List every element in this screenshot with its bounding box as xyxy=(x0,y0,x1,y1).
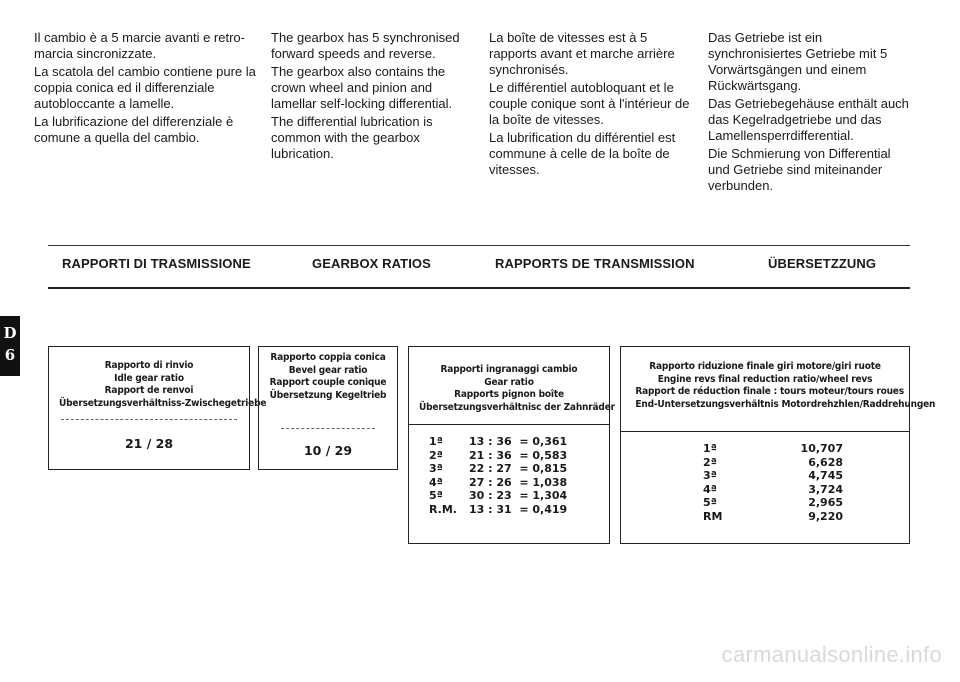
box-heading xyxy=(59,360,267,410)
box-heading-line: Engine revs final reduction ratio/wheel revs xyxy=(657,373,873,385)
final-ratio: 6,628 xyxy=(808,455,843,469)
gear-label: 3ª xyxy=(429,462,443,475)
box-heading-line: End-Untersetzungsverhältnis Motordrehzhlen/Raddrehungen xyxy=(635,398,936,410)
gear-ratio: 27 : 26 = 1,038 xyxy=(469,475,568,489)
intro-column-french xyxy=(489,30,693,180)
final-ratio: 9,220 xyxy=(808,509,843,523)
intro-paragraph: La lubrification du différentiel est commune à celle de la boîte de vitesses. xyxy=(489,130,676,177)
gear-label: 2ª xyxy=(703,455,717,469)
intro-paragraph: The gearbox also contains the crown wheel and pinion and lamellar self-locking differential. xyxy=(271,64,453,111)
gear-label: 5ª xyxy=(703,496,717,509)
final-ratio: 4,745 xyxy=(808,469,843,482)
gear-label: 1ª xyxy=(703,442,717,455)
final-ratio-table xyxy=(703,442,909,523)
table-row xyxy=(429,449,609,463)
box-heading-line: Übersetzungsverhältnisc der Zahnräder xyxy=(419,401,615,413)
table-row xyxy=(703,442,909,456)
table-row xyxy=(429,503,609,517)
table-row xyxy=(703,483,909,497)
box-heading-line: Gear ratio xyxy=(484,376,534,388)
section-tab-number: 6 xyxy=(4,346,16,364)
table-row xyxy=(703,469,909,483)
gear-label: 4ª xyxy=(429,475,443,489)
intro-column-english xyxy=(271,30,475,164)
intro-column-italian xyxy=(34,30,256,148)
table-row xyxy=(429,476,609,490)
box-divider xyxy=(621,431,909,432)
box-heading-line: Rapporti ingranaggi cambio xyxy=(440,364,578,375)
heading-french: RAPPORTS DE TRANSMISSION xyxy=(495,256,695,271)
intro-paragraph: Das Getriebegehäuse enthält auch das Kegelradgetriebe und das Lamellensperrdifferential. xyxy=(708,96,909,143)
gear-label: 3ª xyxy=(703,469,717,482)
table-row xyxy=(429,435,609,449)
gear-ratio: 13 : 36 = 0,361 xyxy=(469,435,568,448)
box-divider xyxy=(409,424,609,425)
box-heading-line: Rapporto di rinvio xyxy=(104,360,194,371)
gear-label: R.M. xyxy=(429,502,457,516)
gear-label: 4ª xyxy=(703,482,717,496)
intro-paragraph: La lubrificazione del differenziale è comune a quella del cambio. xyxy=(34,114,234,145)
intro-paragraph: La boîte de vitesses est à 5 rapports avant et marche arrière synchronisés. xyxy=(489,30,675,77)
box-heading-line: Rapports pignon boîte xyxy=(454,389,564,400)
gear-label: 5ª xyxy=(429,489,443,502)
table-row xyxy=(429,489,609,503)
section-tab-letter: D xyxy=(3,324,17,342)
intro-paragraph: The gearbox has 5 synchronised forward speeds and reverse. xyxy=(271,30,460,61)
heading-english: GEARBOX RATIOS xyxy=(312,256,431,271)
box-heading-line: Rapporto coppia conica xyxy=(270,352,386,363)
intro-paragraph: Die Schmierung von Differential und Getriebe sind miteinander verbunden. xyxy=(708,146,891,193)
table-row xyxy=(703,510,909,524)
box-heading-line: Rapport couple conique xyxy=(269,377,387,388)
box-heading-line: Rapport de réduction finale : tours moteur/tours roues xyxy=(635,386,904,397)
watermark: carmanualsonline.info xyxy=(721,642,942,667)
section-divider-bottom xyxy=(48,287,910,289)
gearbox-ratios-box xyxy=(408,346,615,544)
gear-label: 1ª xyxy=(429,435,443,448)
box-divider xyxy=(281,428,375,429)
idle-gear-ratio-value: 21 / 28 xyxy=(124,436,174,451)
gear-ratio: 21 : 36 = 0,583 xyxy=(469,448,568,462)
heading-german: ÜBERSETZZUNG xyxy=(768,256,877,271)
section-divider-top xyxy=(48,245,910,246)
box-divider xyxy=(61,419,237,420)
table-row xyxy=(703,456,909,470)
intro-paragraph: Le différentiel autobloquant et le couple conique sont à l'intérieur de la boîte de vitesses. xyxy=(489,80,690,127)
final-reduction-box xyxy=(620,346,936,544)
final-ratio: 3,724 xyxy=(808,482,843,496)
bevel-gear-ratio-value: 10 / 29 xyxy=(303,443,353,458)
heading-italian: RAPPORTI DI TRASMISSIONE xyxy=(62,256,251,271)
box-heading xyxy=(419,364,615,424)
box-heading xyxy=(635,361,936,431)
gear-label: 2ª xyxy=(429,448,443,462)
gear-ratio: 13 : 31 = 0,419 xyxy=(469,502,568,516)
box-heading-line: Bevel gear ratio xyxy=(288,364,368,376)
gear-ratio-table xyxy=(429,435,609,516)
gear-ratio: 30 : 23 = 1,304 xyxy=(469,489,568,502)
intro-paragraph: The differential lubrication is common with the gearbox lubrication. xyxy=(271,114,433,161)
box-heading-line: Rapporto riduzione finale giri motore/giri ruote xyxy=(649,361,881,372)
box-heading-line: Idle gear ratio xyxy=(114,372,184,384)
gear-label: RM xyxy=(703,509,723,523)
intro-paragraph: Il cambio è a 5 marcie avanti e retro-marcia sincronizzate. xyxy=(34,30,245,61)
intro-column-german xyxy=(708,30,912,196)
box-heading-line: Rapport de renvoi xyxy=(104,385,194,396)
idle-gear-ratio-box xyxy=(48,346,267,470)
intro-paragraph: La scatola del cambio contiene pure la coppia conica ed il differenziale autobloccante a lamelle. xyxy=(34,64,256,111)
box-heading xyxy=(266,352,390,402)
box-heading-line: Übersetzung Kegeltrieb xyxy=(269,389,387,401)
table-row xyxy=(703,496,909,510)
table-row xyxy=(429,462,609,476)
box-heading-line: Übersetzungsverhältniss-Zwischegetriebe xyxy=(59,397,267,409)
final-ratio: 2,965 xyxy=(808,496,843,509)
final-ratio: 10,707 xyxy=(800,442,843,455)
gear-ratio: 22 : 27 = 0,815 xyxy=(469,462,568,475)
section-tab xyxy=(0,316,20,376)
bevel-gear-ratio-box xyxy=(258,346,398,470)
intro-paragraph: Das Getriebe ist ein synchronisiertes Getriebe mit 5 Vorwärtsgängen und einem Rückwärtsgang. xyxy=(708,30,888,93)
